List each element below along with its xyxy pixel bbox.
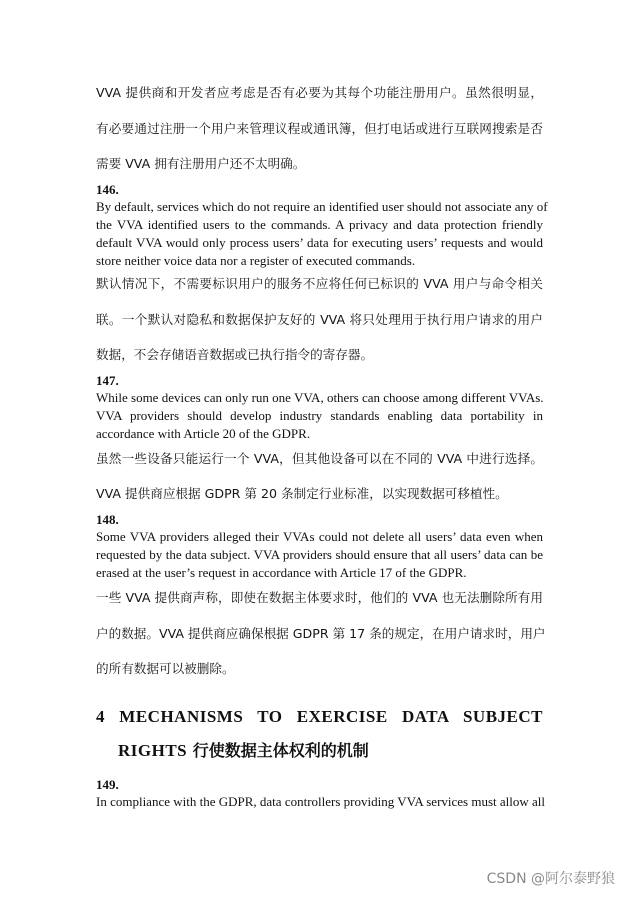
para-148-number: 148. bbox=[96, 512, 119, 527]
section-4-heading-zh: 行使数据主体权利的机制 bbox=[187, 741, 369, 760]
para-147-en-line-2: VVA providers should develop industry standards enabling data portability in bbox=[96, 408, 543, 423]
para-147-en-line-3: accordance with Article 20 of the GDPR. bbox=[96, 426, 311, 441]
para-148-zh-line-1: 一些 VVA 提供商声称，即使在数据主体要求时，他们的 VVA 也无法删除所有用 bbox=[96, 590, 543, 605]
para-148-en-line-3: erased at the user’s request in accordance with Article 17 of the GDPR. bbox=[96, 565, 467, 580]
para-146-zh-line-2: 联。一个默认对隐私和数据保护友好的 VVA 将只处理用于执行用户请求的用户 bbox=[96, 312, 543, 327]
para-146-en-line-3: default VVA would only process users’ data for executing users’ requests and would bbox=[96, 235, 543, 250]
intro-zh-line-1: VVA 提供商和开发者应考虑是否有必要为其每个功能注册用户。虽然很明显， bbox=[96, 85, 543, 100]
para-148-zh-line-3: 的所有数据可以被删除。 bbox=[96, 661, 235, 676]
para-147-en bbox=[96, 389, 543, 443]
para-148-en bbox=[96, 528, 543, 582]
section-4-heading-line-1: 4 MECHANISMS TO EXERCISE DATA SUBJECT bbox=[96, 707, 543, 726]
para-147-en-line-1: While some devices can only run one VVA, others can choose among different VVAs. bbox=[96, 390, 544, 405]
para-147-number: 147. bbox=[96, 373, 119, 388]
section-4-heading-en: RIGHTS bbox=[118, 741, 188, 760]
para-149-en-line-1: In compliance with the GDPR, data controllers providing VVA services must allow all bbox=[96, 794, 546, 809]
para-147-zh-line-2: VVA 提供商应根据 GDPR 第 20 条制定行业标准，以实现数据可移植性。 bbox=[96, 486, 508, 501]
para-146-en bbox=[96, 198, 548, 270]
section-4-heading-line-2 bbox=[118, 740, 369, 762]
para-146-zh-line-1: 默认情况下，不需要标识用户的服务不应将任何已标识的 VVA 用户与命令相关 bbox=[96, 276, 543, 291]
intro-zh-line-3: 需要 VVA 拥有注册用户还不太明确。 bbox=[96, 156, 306, 171]
para-147-zh-line-1: 虽然一些设备只能运行一个 VVA，但其他设备可以在不同的 VVA 中进行选择。 bbox=[96, 451, 543, 466]
para-146-number: 146. bbox=[96, 182, 119, 197]
intro-zh-line-2: 有必要通过注册一个用户来管理议程或通讯簿，但打电话或进行互联网搜索是否 bbox=[96, 121, 543, 136]
para-149-number: 149. bbox=[96, 777, 119, 792]
para-148-zh-line-2: 户的数据。VVA 提供商应确保根据 GDPR 第 17 条的规定，在用户请求时，用户 bbox=[96, 626, 546, 641]
para-146-en-line-1: By default, services which do not require an identified user should not associate any of bbox=[96, 199, 548, 214]
para-148-en-line-2: requested by the data subject. VVA providers should ensure that all users’ data can be bbox=[96, 547, 543, 562]
para-146-zh-line-3: 数据，不会存储语音数据或已执行指令的寄存器。 bbox=[96, 347, 374, 362]
csdn-watermark: CSDN @阿尔泰野狼 bbox=[486, 871, 615, 887]
para-146-en-line-4: store neither voice data nor a register of executed commands. bbox=[96, 253, 416, 268]
para-149-en bbox=[96, 793, 546, 811]
para-146-en-line-2: the VVA identified users to the commands. A privacy and data protection friendly bbox=[96, 217, 543, 232]
para-148-en-line-1: Some VVA providers alleged their VVAs could not delete all users’ data even when bbox=[96, 529, 543, 544]
